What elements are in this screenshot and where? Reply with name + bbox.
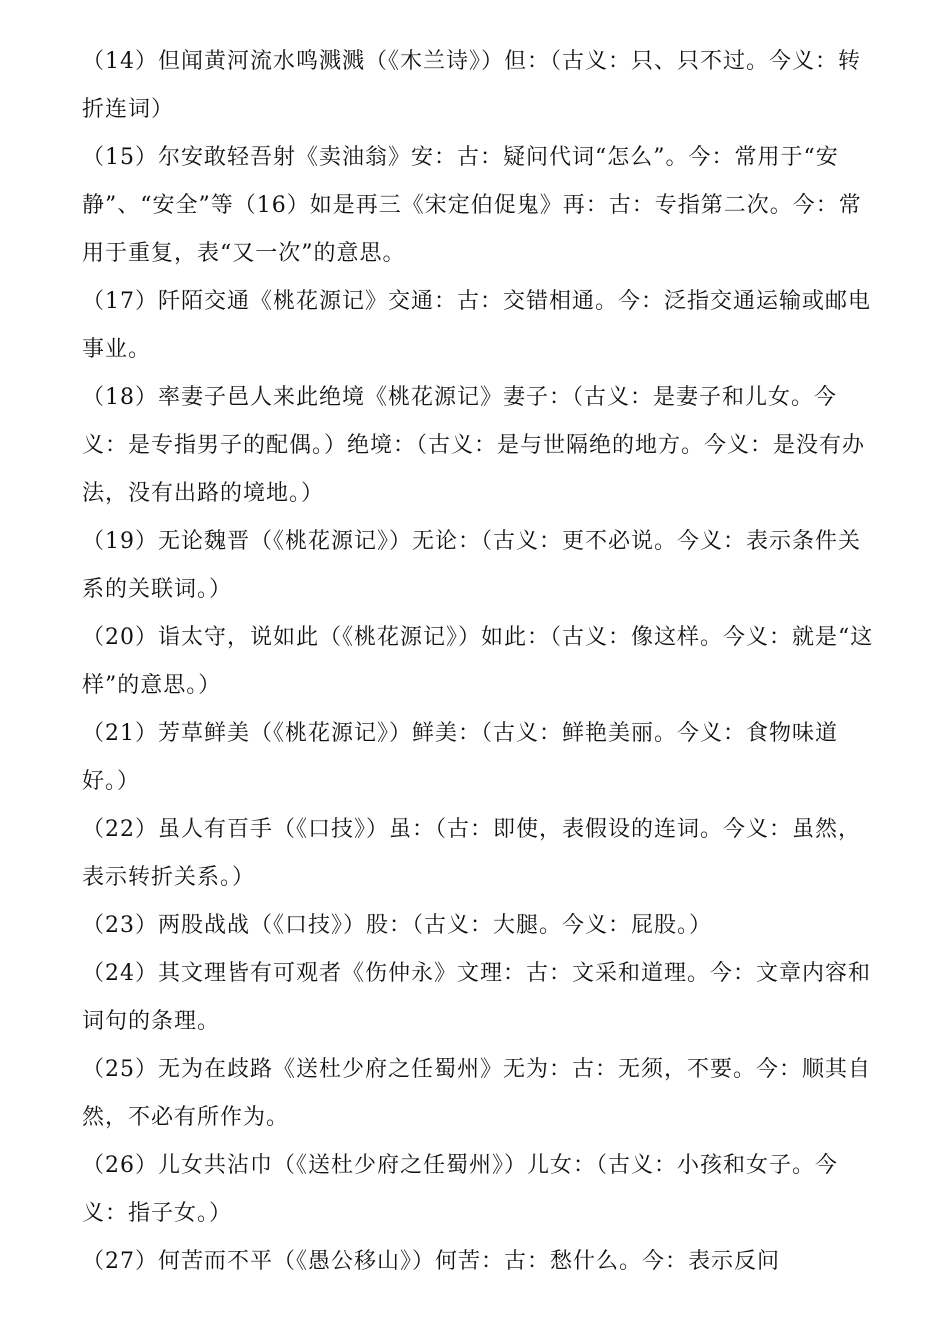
- entry-25: （25）无为在歧路《送杜少府之任蜀州》无为：古：无须，不要。今：顺其自然，不必有所作为。: [82, 1057, 871, 1130]
- entry-27: （27）何苦而不平（《愚公移山》）何苦：古：愁什么。今：表示反问: [82, 1249, 780, 1274]
- entry-23: （23）两股战战（《口技》）股：（古义：大腿。今义：屁股。）: [82, 913, 712, 938]
- entry-18: （18）率妻子邑人来此绝境《桃花源记》妻子：（古义：是妻子和儿女。今义：是专指男子的配偶。）绝境：（古义：是与世隔绝的地方。今义：是没有办法，没有出路的境地。）: [82, 385, 866, 506]
- entry-24: （24）其文理皆有可观者《伤仲永》文理：古：文采和道理。今：文章内容和词句的条理。: [82, 961, 871, 1034]
- entry-20: （20）诣太守，说如此（《桃花源记》）如此：（古义：像这样。今义：就是“这样”的意思。）: [82, 625, 874, 698]
- entry-21: （21）芳草鲜美（《桃花源记》）鲜美：（古义：鲜艳美丽。今义：食物味道好。）: [82, 721, 838, 794]
- entry-22: （22）虽人有百手（《口技》）虽：（古：即使，表假设的连词。今义：虽然，表示转折关系。）: [82, 817, 861, 890]
- entry-19: （19）无论魏晋（《桃花源记》）无论：（古义：更不必说。今义：表示条件关系的关联词。）: [82, 529, 861, 602]
- entry-15-16: （15）尔安敢轻吾射《卖油翁》安：古：疑问代词“怎么”。今：常用于“安静”、“安全”等（16）如是再三《宋定伯促鬼》再：古：专指第二次。今：常用于重复，表“又一次”的意思。: [82, 145, 862, 266]
- entry-14: （14）但闻黄河流水鸣溅溅（《木兰诗》）但：（古义：只、只不过。今义：转折连词）: [82, 49, 861, 122]
- entry-26: （26）儿女共沾巾（《送杜少府之任蜀州》）儿女：（古义：小孩和女子。今义：指子女。）: [82, 1153, 838, 1226]
- entry-17: （17）阡陌交通《桃花源记》交通：古：交错相通。今：泛指交通运输或邮电事业。: [82, 289, 871, 362]
